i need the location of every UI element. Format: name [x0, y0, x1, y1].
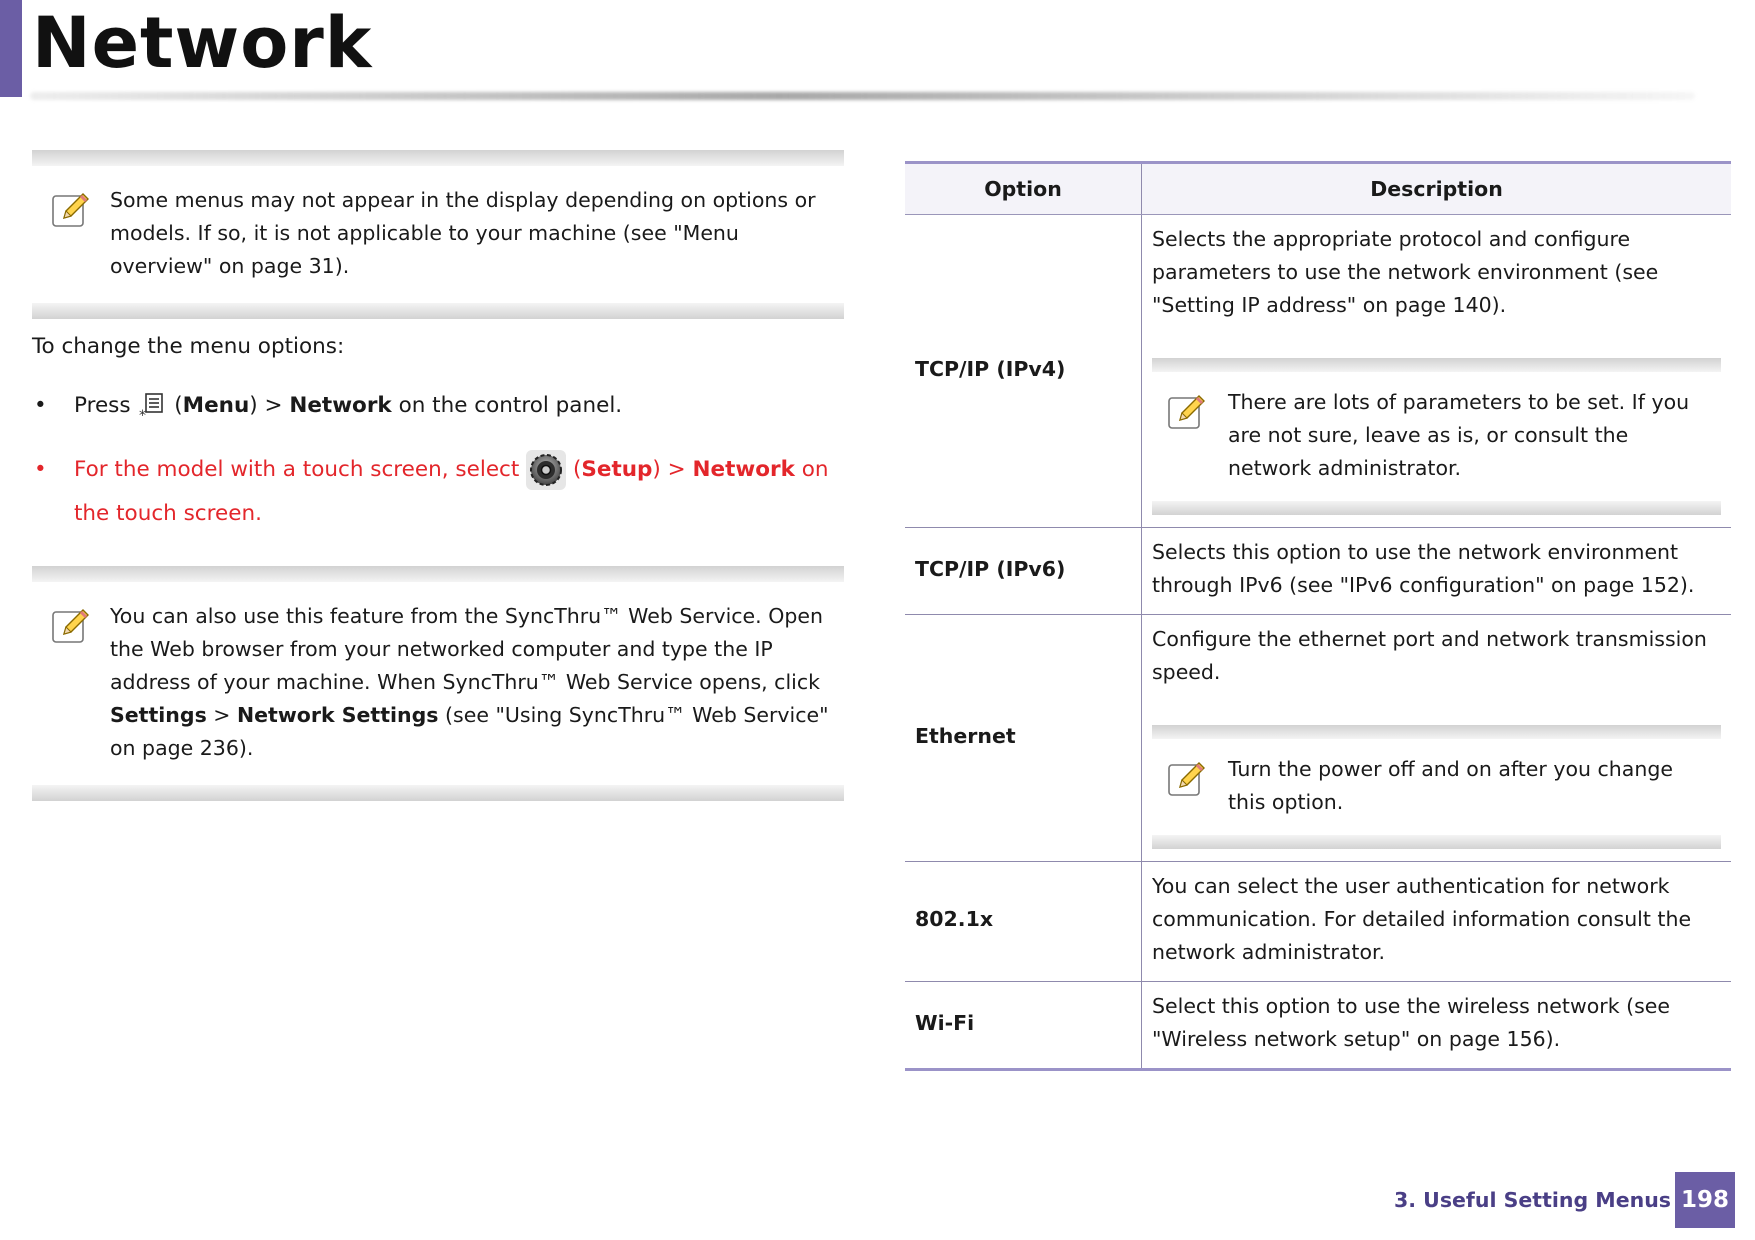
network-label: Network — [289, 393, 392, 418]
header-description: Description — [1142, 163, 1732, 215]
note-band-bottom — [1152, 501, 1721, 515]
intro-text: To change the menu options: — [32, 334, 345, 359]
note-body — [1152, 372, 1721, 501]
pencil-note-icon — [50, 604, 92, 646]
paren-open: ( — [167, 393, 183, 418]
header-accent-bar — [0, 0, 22, 97]
list-item — [32, 384, 852, 428]
note-band-bottom — [32, 303, 844, 319]
note-text-end: (see "Using SyncThru™ Web Service" on page 236). — [110, 703, 829, 760]
note-body — [1152, 739, 1721, 835]
note-band-top — [1152, 358, 1721, 372]
menu-icon — [137, 391, 167, 421]
chapter-label: 3. Useful Setting Menus — [1393, 1188, 1671, 1212]
steps-list — [32, 384, 852, 536]
note-menus — [32, 150, 844, 319]
option-cell: Wi-Fi — [905, 982, 1142, 1070]
menu-label: Menu — [182, 393, 250, 418]
description-text: Configure the ethernet port and network transmission speed. — [1152, 627, 1707, 684]
option-cell: 802.1x — [905, 862, 1142, 982]
press-text: Press — [74, 393, 131, 418]
table-row — [905, 528, 1731, 615]
setup-label: Setup — [581, 457, 653, 482]
note-text: There are lots of parameters to be set. If you are not sure, leave as is, or consult the network administrator. — [1228, 390, 1690, 480]
paren-open: ( — [566, 457, 582, 482]
note-band-bottom — [32, 785, 844, 801]
network-options-table — [905, 161, 1731, 1071]
table-row — [905, 615, 1731, 862]
paren-close: ) > — [652, 457, 693, 482]
note-band-top — [1152, 725, 1721, 739]
page-title: Network — [32, 2, 373, 84]
description-cell — [1142, 215, 1732, 528]
cell-note — [1152, 725, 1721, 849]
description-text: Selects the appropriate protocol and configure parameters to use the network environment (see "Setting IP address" on page 140). — [1152, 227, 1659, 317]
setup-gear-icon — [526, 450, 566, 490]
note-body — [32, 582, 844, 785]
pencil-note-icon — [1166, 757, 1208, 799]
note-band-bottom — [1152, 835, 1721, 849]
paren-close: ) > — [249, 393, 290, 418]
cell-note — [1152, 358, 1721, 515]
option-cell: TCP/IP (IPv4) — [905, 215, 1142, 528]
description-cell: Select this option to use the wireless network (see "Wireless network setup" on page 156). — [1142, 982, 1732, 1070]
b2-pre: For the model with a touch screen, select — [74, 457, 527, 482]
header-option: Option — [905, 163, 1142, 215]
note-body — [32, 166, 844, 303]
note-text: Turn the power off and on after you change this option. — [1228, 757, 1673, 814]
pencil-note-icon — [50, 188, 92, 230]
option-cell: TCP/IP (IPv6) — [905, 528, 1142, 615]
table-header-row — [905, 163, 1731, 215]
note-band-top — [32, 566, 844, 582]
description-cell: You can select the user authentication for network communication. For detailed information consult the network administrator. — [1142, 862, 1732, 982]
b2-rest: on the touch screen. — [74, 457, 829, 526]
network-settings-label: Network Settings — [236, 703, 439, 727]
svg-text:*: * — [139, 408, 147, 421]
pencil-note-icon — [1166, 390, 1208, 432]
note-text: You can also use this feature from the SyncThru™ Web Service. Open the Web browser from your networked computer and type the IP address of your machine. When SyncThru™ Web Service opens, click — [110, 604, 823, 694]
note-syncthru — [32, 566, 844, 801]
note-text: Some menus may not appear in the display depending on options or models. If so, it is not applicable to your machine (see "Menu overview" on page 31). — [110, 188, 816, 278]
b1-rest: on the control panel. — [391, 393, 623, 418]
description-cell: Selects this option to use the network environment through IPv6 (see "IPv6 configuration" on page 152). — [1142, 528, 1732, 615]
table-row — [905, 862, 1731, 982]
settings-label: Settings — [110, 703, 207, 727]
table-row — [905, 215, 1731, 528]
title-divider — [30, 92, 1695, 100]
network-label: Network — [692, 457, 795, 482]
description-cell — [1142, 615, 1732, 862]
page-number: 198 — [1675, 1172, 1735, 1228]
separator: > — [206, 703, 237, 727]
table-row — [905, 982, 1731, 1070]
note-band-top — [32, 150, 844, 166]
list-item — [32, 448, 852, 536]
option-cell: Ethernet — [905, 615, 1142, 862]
